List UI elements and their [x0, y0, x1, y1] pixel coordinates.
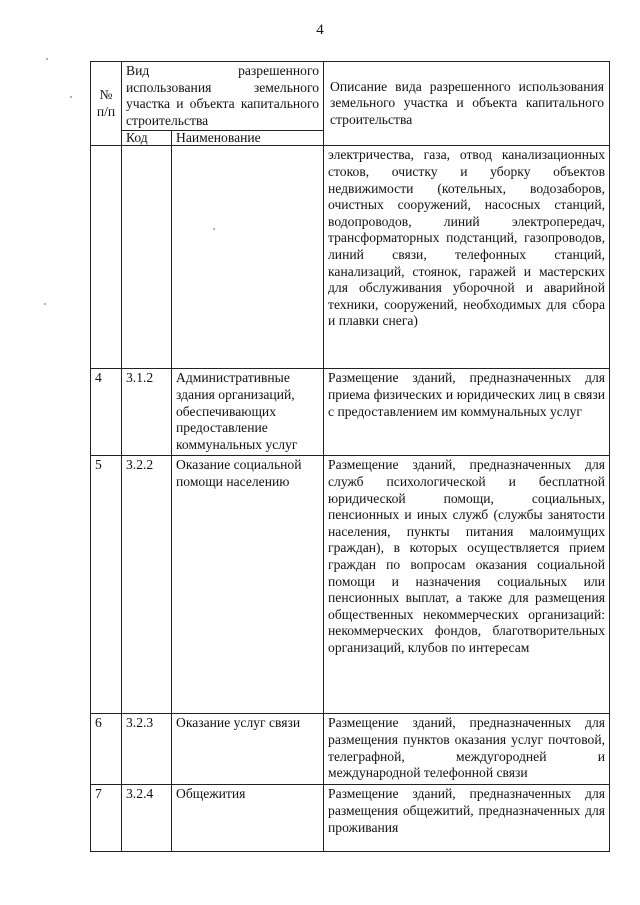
cell-description-continued: электричества, газа, отвод канализационных стоков, очистку и уборку объектов недвижимости (котельных, водозаборов, очистных сооружений, насосных станций, водопроводов, линий электропередач, трансформаторных подстанций, газопроводов, линий связи, телефонных станций, канализаций, стоянок, гаражей и мастерских для обслуживания уборочной и аварийной техники, сооружений, необходимых для сбора и плавки снега) — [324, 146, 610, 369]
cell-name: Административные здания организаций, обеспечивающих предоставление коммунальных услуг — [172, 369, 324, 456]
scan-speck — [70, 96, 72, 98]
scan-speck — [46, 58, 48, 60]
page-number: 4 — [316, 22, 324, 38]
cell-code-empty — [122, 146, 172, 369]
cell-description: Размещение зданий, предназначенных для приема физических и юридических лиц в связи с предоставлением им коммунальных услуг — [324, 369, 610, 456]
table-row — [91, 369, 610, 456]
cell-number: 7 — [91, 785, 122, 852]
cell-code: 3.1.2 — [122, 369, 172, 456]
cell-number: 4 — [91, 369, 122, 456]
cell-number-empty — [91, 146, 122, 369]
header-use-type: Вид разрешенного использования земельного участка и объекта капитального строительства — [122, 62, 324, 131]
table-row — [91, 714, 610, 785]
cell-number: 6 — [91, 714, 122, 785]
cell-name: Оказание услуг связи — [172, 714, 324, 785]
table-row — [91, 785, 610, 852]
cell-name-empty — [172, 146, 324, 369]
header-number: № п/п — [91, 62, 122, 146]
cell-name: Оказание социальной помощи населению — [172, 456, 324, 714]
cell-code: 3.2.4 — [122, 785, 172, 852]
land-use-table — [90, 61, 610, 852]
cell-description: Размещение зданий, предназначенных для служб психологической и бесплатной юридической помощи, социальных, пенсионных и иных служб (службы занятости населения, пункты питания малоимущих граждан), в которых осуществляется прием граждан по вопросам оказания социальной помощи и назначения социальных или пенсионных выплат, а также для размещения общественных некоммерческих организаций: некоммерческих фондов, благотворительных организаций, клубов по интересам — [324, 456, 610, 714]
cell-name: Общежития — [172, 785, 324, 852]
table-header-row — [91, 62, 610, 131]
header-name: Наименование — [172, 131, 324, 146]
scan-speck — [44, 303, 46, 305]
cell-number: 5 — [91, 456, 122, 714]
cell-description: Размещение зданий, предназначенных для размещения пунктов оказания услуг почтовой, телеграфной, междугородней и международной телефонной связи — [324, 714, 610, 785]
header-code: Код — [122, 131, 172, 146]
cell-description: Размещение зданий, предназначенных для размещения общежитий, предназначенных для проживания — [324, 785, 610, 852]
cell-code: 3.2.2 — [122, 456, 172, 714]
table-row-continuation — [91, 146, 610, 369]
header-description: Описание вида разрешенного использования земельного участка и объекта капитального строительства — [324, 62, 610, 146]
cell-code: 3.2.3 — [122, 714, 172, 785]
table-row — [91, 456, 610, 714]
